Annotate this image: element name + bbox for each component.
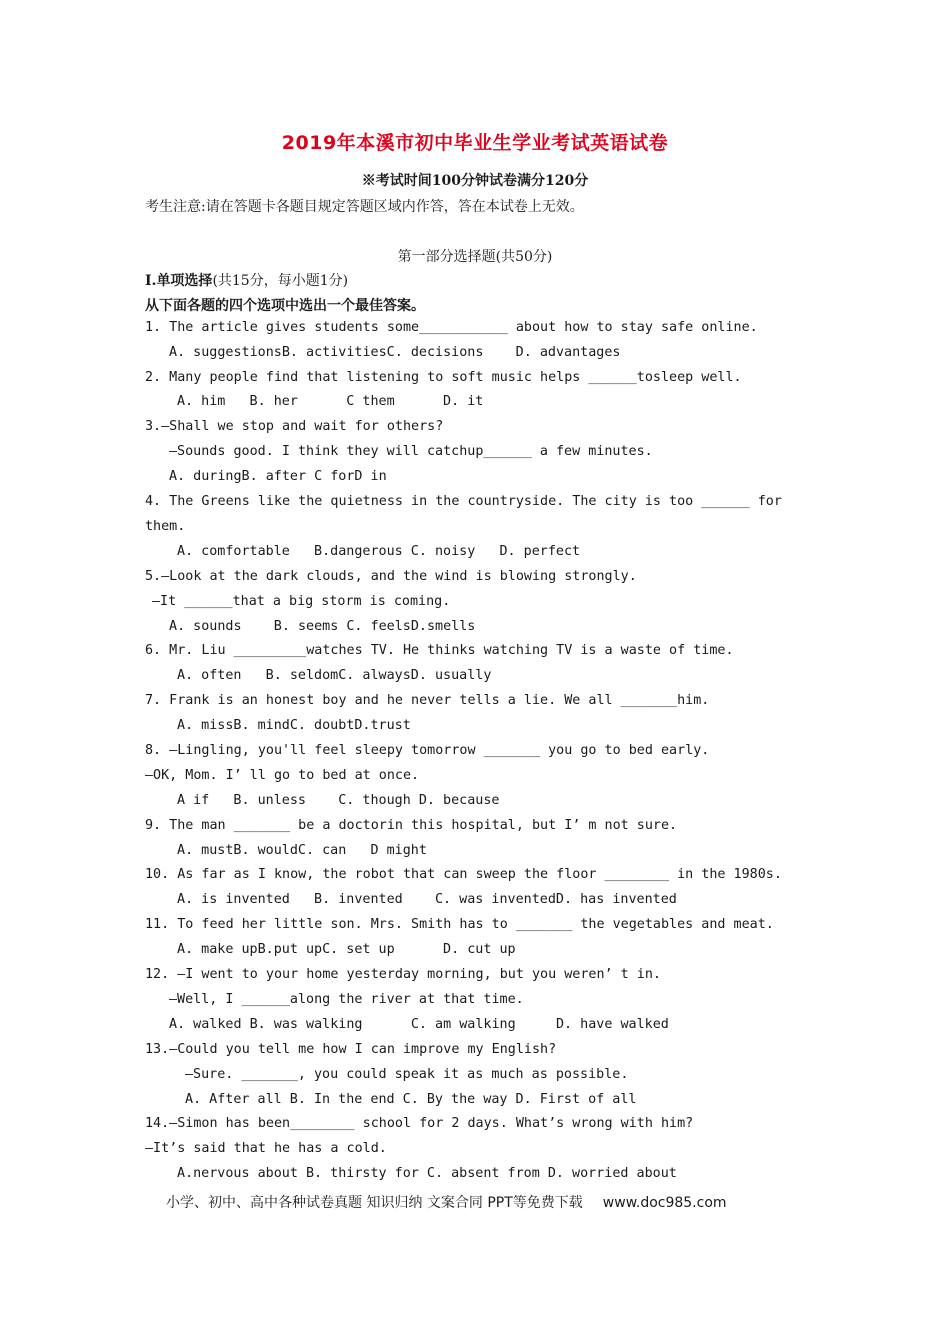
exam-info: ※考试时间100分钟试卷满分120分 (361, 173, 589, 189)
page-title: 2019年本溪市初中毕业生学业考试英语试卷 (281, 132, 669, 154)
part-heading: 第一部分选择题(共50分) (397, 249, 553, 265)
question-line: A. mustB. wouldC. can D might (177, 843, 427, 858)
question-line: 6. Mr. Liu _________watches TV. He thinks watching TV is a waste of time. (145, 643, 734, 658)
question-line: A. walked B. was walking C. am walking D. have walked (169, 1017, 669, 1032)
question-line: A. sounds B. seems C. feelsD.smells (169, 619, 476, 634)
question-line: them. (145, 519, 186, 534)
question-line: 2. Many people find that listening to soft music helps ______tosleep well. (145, 370, 742, 385)
instruction-text: 从下面各题的四个选项中选出一个最佳答案。 (145, 298, 425, 314)
footer-text: 小学、初中、高中各种试卷真题 知识归纳 文案合同 PPT等免费下载 (166, 1195, 583, 1211)
question-line: 7. Frank is an honest boy and he never tells a lie. We all _______him. (145, 693, 710, 708)
question-line: —It ______that a big storm is coming. (152, 594, 451, 609)
question-line: A. often B. seldomC. alwaysD. usually (177, 668, 492, 683)
question-line: —Well, I ______along the river at that time. (169, 992, 524, 1007)
question-line: 3.—Shall we stop and wait for others? (145, 419, 444, 434)
question-line: —Sounds good. I think they will catchup______ a few minutes. (169, 444, 653, 459)
question-line: —Sure. _______, you could speak it as much as possible. (185, 1067, 629, 1082)
question-line: 10. As far as I know, the robot that can sweep the floor ________ in the 1980s. (145, 867, 782, 882)
question-line: A if B. unless C. though D. because (177, 793, 500, 808)
question-line: A. duringB. after C forD in (169, 469, 387, 484)
question-line: A. comfortable B.dangerous C. noisy D. perfect (177, 544, 581, 559)
question-line: A. him B. her C them D. it (177, 394, 484, 409)
question-line: A. is invented B. invented C. was inventedD. has invented (177, 892, 677, 907)
question-line: 5.—Look at the dark clouds, and the wind is blowing strongly. (145, 569, 637, 584)
footer (166, 1192, 727, 1212)
question-line: A.nervous about B. thirsty for C. absent from D. worried about (177, 1166, 677, 1181)
question-line: 8. —Lingling, you'll feel sleepy tomorrow _______ you go to bed early. (145, 743, 710, 758)
question-line: A. make upB.put upC. set up D. cut up (177, 942, 516, 957)
question-line: 4. The Greens like the quietness in the countryside. The city is too ______ for (145, 494, 782, 509)
question-line: A. missB. mindC. doubtD.trust (177, 718, 411, 733)
question-line: —OK, Mom. I’ ll go to bed at once. (145, 768, 420, 783)
question-line: A. After all B. In the end C. By the way D. First of all (185, 1092, 637, 1107)
section-roman: Ⅰ. (145, 273, 157, 289)
question-line: 1. The article gives students some___________ about how to stay safe online. (145, 320, 758, 335)
section-detail: (共15分，每小题1分) (212, 273, 349, 289)
notice-text: 考生注意:请在答题卡各题目规定答题区域内作答，答在本试卷上无效。 (145, 199, 584, 215)
question-line: —It’s said that he has a cold. (145, 1141, 387, 1156)
question-line: 9. The man _______ be a doctorin this hospital, but I’ m not sure. (145, 818, 678, 833)
footer-site: www.doc985.com (602, 1195, 727, 1211)
question-line: 14.—Simon has been________ school for 2 days. What’s wrong with him? (145, 1116, 694, 1131)
question-line: A. suggestionsB. activitiesC. decisions D. advantages (169, 345, 621, 360)
section-name: 单项选择 (156, 273, 213, 289)
section-heading (145, 270, 348, 290)
question-line: 11. To feed her little son. Mrs. Smith has to _______ the vegetables and meat. (145, 917, 774, 932)
question-line: 12. —I went to your home yesterday morning, but you weren’ t in. (145, 967, 661, 982)
question-line: 13.—Could you tell me how I can improve my English? (145, 1042, 557, 1057)
